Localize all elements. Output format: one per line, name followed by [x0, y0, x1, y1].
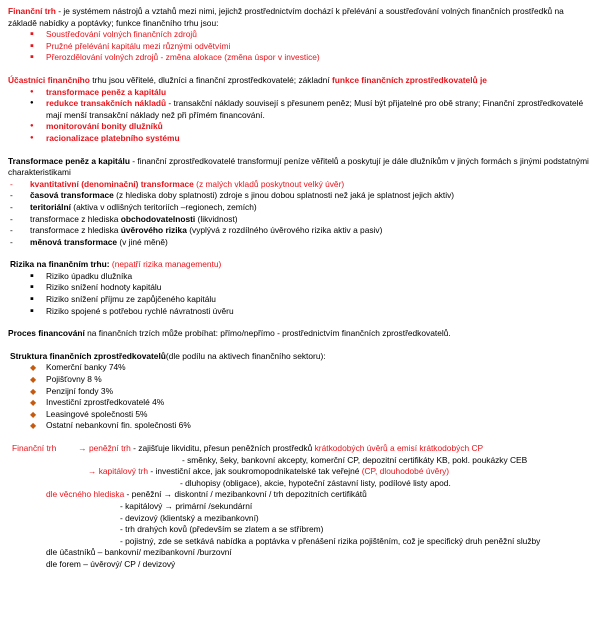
item-rest: (likvidnost)	[195, 213, 238, 224]
penezni-trh-label: peněžní trh	[88, 443, 131, 453]
item-pre: transformace z hlediska	[30, 213, 121, 224]
item-red: transformace peněz a kapitálu	[46, 86, 167, 97]
list-item: ◆ Ostatní nebankovní fin. společnosti 6%	[8, 420, 591, 432]
section-financni-trh	[8, 6, 591, 64]
list-item: ▪ Riziko snížení příjmu ze zapůjčeného kapitálu	[8, 294, 591, 306]
item-red: monitorování bonity dlužníků	[46, 121, 163, 132]
financni-trh-label: Finanční trh	[12, 443, 57, 453]
line-forem: dle forem – úvěrový/ CP / devizový	[46, 558, 176, 569]
section-proces	[8, 328, 591, 340]
item-rest: (v jiné měně)	[117, 236, 168, 247]
item-bold: kvantitativní (denominační) transformace	[30, 178, 194, 189]
term-financni-trh: Finanční trh	[8, 6, 56, 16]
list-item: ▪ Přerozdělování volných zdrojů - změna alokace (změna úspor v investice)	[8, 52, 591, 64]
line-ucastnici: dle účastníků – bankovní/ mezibankovní /burzovní	[46, 547, 232, 558]
section-struktura	[8, 351, 591, 432]
line-kapitalovy-trh	[8, 466, 591, 478]
item-rest: (aktiva v odlišných teritoriích –regionech, zemích)	[70, 201, 257, 212]
list-item	[8, 98, 591, 121]
paragraph-rizika	[8, 259, 591, 271]
paragraph-ucastnici	[8, 75, 591, 87]
list-item	[8, 133, 591, 145]
kapital-text: - investiční akce, jak soukromopodnikatelské tak veřejné	[148, 466, 362, 477]
line-vecne-hledisko	[8, 489, 591, 501]
paragraph-transformace	[8, 156, 591, 179]
proces-text: na finančních trzích může probíhat: přímo/nepřímo - prostřednictvím finančních zprostředkovatelů.	[84, 328, 451, 339]
item-bold: teritoriální	[30, 201, 71, 212]
list-item: ◆ Pojišťovny 8 %	[8, 374, 591, 386]
list-item: ▪ Soustřeďování volných finančních zdrojů	[8, 29, 591, 41]
section-ucastnici	[8, 75, 591, 145]
list-item: ▪ Riziko spojené s potřebou rychlé návratnosti úvěru	[8, 306, 591, 318]
struktura-list	[8, 362, 591, 432]
item-bold: obchodovatelnosti	[120, 213, 196, 224]
term-struktura: Struktura finančních zprostředkovatelů	[10, 350, 166, 361]
arrow-icon: →	[88, 466, 97, 477]
item-pre: transformace z hlediska	[30, 225, 121, 236]
ucastnici-text: trhu jsou věřitelé, dlužníci a finanční zprostředkovatelé; základní	[89, 74, 332, 85]
transformace-list	[8, 179, 591, 249]
section-clenenni	[8, 443, 591, 571]
term-transformace: Transformace peněz a kapitálu	[8, 155, 130, 166]
item-red: racionalizace platebního systému	[46, 132, 180, 143]
arrow-icon: →	[78, 443, 87, 453]
list-item: ◆ Investiční zprostředkovatelé 4%	[8, 397, 591, 409]
kapital-red: (CP, dlouhodobé úvěry)	[361, 466, 450, 477]
section-rizika	[8, 259, 591, 317]
list-item	[8, 202, 591, 214]
paragraph-definition	[8, 6, 591, 29]
line-penezni-detail: - směnky, šeky, bankovní akcepty, komerční CP, depozitní certifikáty KB, pokl. poukázky CEB	[182, 454, 528, 465]
list-item	[8, 87, 591, 99]
struktura-text: (dle podílu na aktivech finančního sektoru):	[165, 350, 326, 361]
paragraph-proces	[8, 328, 591, 340]
line-sub: - trh drahých kovů (především se zlatem a se stříbrem)	[120, 524, 324, 535]
item-bold: úvěrového rizika	[120, 225, 187, 236]
section-transformace	[8, 156, 591, 249]
line-penezni-trh	[8, 443, 591, 455]
definition-text: - je systémem nástrojů a vztahů mezi nimi, jejichž prostřednictvím dochází k přelévání a soustřeďování volných finančních prostředků na základě nabídky a poptávky; funkce finančního trhu jsou:	[8, 6, 564, 28]
list-item	[8, 121, 591, 133]
functions-list	[8, 29, 591, 64]
list-item	[8, 214, 591, 226]
vecny-label: dle věcného hlediska	[46, 489, 125, 500]
term-rizika: Rizika na finančním trhu:	[10, 259, 110, 270]
list-item: ▪ Pružné přelévání kapitálu mezi různými odvětvími	[8, 41, 591, 53]
list-item: ▪ Riziko úpadku dlužníka	[8, 271, 591, 283]
item-red: redukce transakčních nákladů	[46, 98, 167, 109]
item-rest: - transakční náklady souvisejí s přesunem peněz; Musí být přijatelné pro obě strany; Finanční zprostředkovatelé mají menší transakční náklady než při přímém financování.	[46, 98, 584, 120]
line-sub: - devizový (klientský a mezibankovní)	[120, 512, 259, 523]
term-ucastnici: Účastníci finančního	[8, 74, 90, 85]
item-rest: (z malých vkladů poskytnout velký úvěr)	[193, 178, 345, 189]
item-rest: (z hlediska doby splatnosti) zdroje s jinou dobou splatnosti než jaká je splatnost jejich aktiv)	[113, 190, 455, 201]
paragraph-struktura	[8, 351, 591, 363]
transformace-text: - finanční zprostředkovatelé transformují peníze věřitelů a poskytují je dále dlužníkům v jiných formách s jinými podstatnými charakteristikami	[8, 155, 589, 178]
rizika-note: (nepatří rizika managementu)	[109, 259, 222, 270]
list-item: ◆ Leasingové společnosti 5%	[8, 409, 591, 421]
kapitalovy-trh-label: kapitálový trh	[98, 466, 149, 477]
rizika-list	[8, 271, 591, 317]
penezni-text: - zajišťuje likviditu, přesun peněžních prostředků	[130, 443, 315, 453]
item-bold: časová transformace	[30, 190, 114, 201]
term-proces: Proces financování	[8, 328, 85, 339]
list-item	[8, 225, 591, 237]
list-item: ◆ Komerční banky 74%	[8, 362, 591, 374]
item-bold: měnová transformace	[30, 236, 118, 247]
list-item: ▪ Riziko snížení hodnoty kapitálu	[8, 282, 591, 294]
list-item: ◆ Penzijní fondy 3%	[8, 386, 591, 398]
line-sub: - pojistný, zde se setkává nabídka a poptávka v přenášení rizika pojištěním, což je specifický druh peněžní služby	[120, 535, 541, 546]
vecny-text: - peněžní → diskontní / mezibankovní / trh depozitních certifikátů	[124, 489, 367, 500]
list-item	[8, 190, 591, 202]
funkce-list	[8, 87, 591, 145]
line-kapital-detail: - dluhopisy (obligace), akcie, hypoteční zástavní listy, podílové listy apod.	[180, 477, 451, 488]
list-item	[8, 237, 591, 249]
penezni-red: krátkodobých úvěrů a emisí krátkodobých CP	[314, 443, 484, 453]
list-item	[8, 179, 591, 191]
funkce-phrase: funkce finančních zprostředkovatelů je	[331, 74, 487, 85]
item-rest: (vyplývá z rozdílného úvěrového rizika aktiv a pasiv)	[186, 225, 383, 236]
line-sub: - kapitálový → primární /sekundární	[120, 500, 253, 511]
